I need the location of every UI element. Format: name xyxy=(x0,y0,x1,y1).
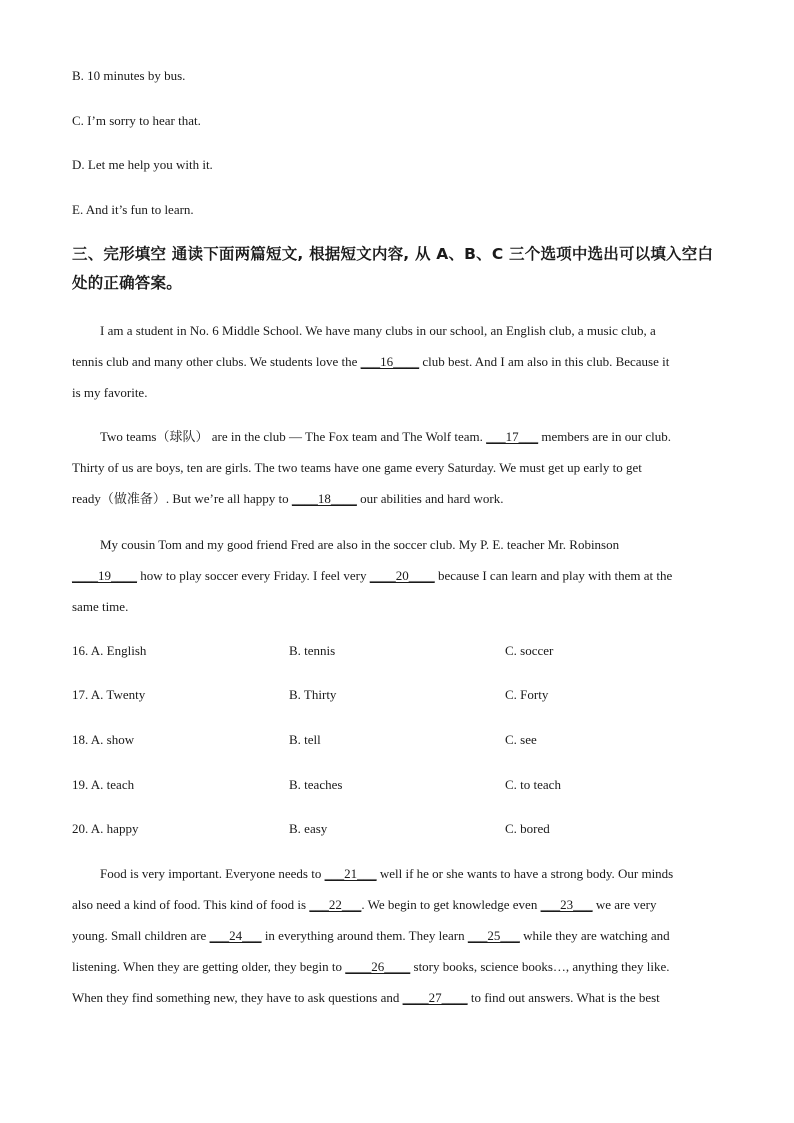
option-d-line: D. Let me help you with it. xyxy=(72,157,213,172)
blank-18: ____18____ xyxy=(291,491,357,506)
question-17-row xyxy=(72,687,724,703)
blank-19: ____19____ xyxy=(72,568,137,583)
text-span: in everything around them. They learn xyxy=(261,928,468,943)
p4-line4 xyxy=(72,951,724,982)
passage2-paragraph xyxy=(72,858,724,1013)
question-18-row xyxy=(72,732,724,748)
text-span: ready（做准备）. But we’re all happy to xyxy=(72,491,292,506)
option-e-line: E. And it’s fun to learn. xyxy=(72,202,194,217)
text-span: story books, science books…, anything they like. xyxy=(410,959,670,974)
passage1-paragraph3 xyxy=(72,529,724,622)
blank-27: ____27____ xyxy=(402,990,468,1005)
passage1-paragraph2 xyxy=(72,421,724,514)
passage1-paragraph1 xyxy=(72,315,724,408)
option-c-line: C. I’m sorry to hear that. xyxy=(72,113,201,128)
option-b: B. tennis xyxy=(289,643,336,658)
p3-line3: same time. xyxy=(72,599,129,614)
p4-line2 xyxy=(72,889,724,920)
p4-line5 xyxy=(72,982,724,1013)
option-a: 18. A. show xyxy=(72,732,135,747)
p4-line1 xyxy=(72,858,724,889)
text-span: while they are watching and xyxy=(519,928,670,943)
option-c: C. see xyxy=(505,732,537,747)
blank-23: ___23___ xyxy=(540,897,593,912)
option-c: C. Forty xyxy=(505,687,549,702)
text-span: well if he or she wants to have a strong body. Our minds xyxy=(376,866,674,881)
p1-line3: is my favorite. xyxy=(72,385,148,400)
option-c: C. to teach xyxy=(505,777,561,792)
p3-line1: My cousin Tom and my good friend Fred are also in the soccer club. My P. E. teacher Mr. Robinson xyxy=(100,537,620,552)
text-span: because I can learn and play with them at the xyxy=(434,568,673,583)
text-span: listening. When they are getting older, they begin to xyxy=(72,959,346,974)
option-a: 19. A. teach xyxy=(72,777,135,792)
text-span: we are very xyxy=(592,897,657,912)
question-20-row xyxy=(72,821,724,837)
text-span: Food is very important. Everyone needs to xyxy=(100,866,325,881)
option-b: B. Thirty xyxy=(289,687,337,702)
p2-line2: Thirty of us are boys, ten are girls. The two teams have one game every Saturday. We must get up early to get xyxy=(72,460,642,475)
option-b: B. tell xyxy=(289,732,321,747)
text-span: also need a kind of food. This kind of food is xyxy=(72,897,310,912)
blank-21: ___21___ xyxy=(324,866,377,881)
p3-line2 xyxy=(72,560,724,591)
p4-line3 xyxy=(72,920,724,951)
text-span: young. Small children are xyxy=(72,928,210,943)
text-span: members are in our club. xyxy=(538,429,671,444)
option-c: C. bored xyxy=(505,821,550,836)
text-span: to find out answers. What is the best xyxy=(467,990,660,1005)
blank-17: ___17___ xyxy=(486,429,539,444)
p2-line3 xyxy=(72,483,724,514)
option-a: 16. A. English xyxy=(72,643,147,658)
blank-26: ____26____ xyxy=(345,959,411,974)
option-b: B. easy xyxy=(289,821,328,836)
text-span: . We begin to get knowledge even xyxy=(361,897,541,912)
blank-24: ___24___ xyxy=(209,928,262,943)
blank-16: ___16____ xyxy=(360,354,420,369)
option-b-line: B. 10 minutes by bus. xyxy=(72,68,186,83)
text-span: how to play soccer every Friday. I feel very xyxy=(137,568,370,583)
question-19-row xyxy=(72,777,724,793)
question-16-row xyxy=(72,643,724,659)
blank-25: ___25___ xyxy=(467,928,520,943)
text-span: our abilities and hard work. xyxy=(356,491,504,506)
option-b: B. teaches xyxy=(289,777,343,792)
text-span: Two teams（球队） are in the club — The Fox team and The Wolf team. xyxy=(100,429,487,444)
p1-line1: I am a student in No. 6 Middle School. We have many clubs in our school, an English club, a music club, a xyxy=(100,323,656,338)
text-span: tennis club and many other clubs. We students love the xyxy=(72,354,361,369)
option-c: C. soccer xyxy=(505,643,554,658)
blank-22: ___22___ xyxy=(309,897,362,912)
p1-line2 xyxy=(72,346,724,377)
section-heading-line1: 三、完形填空 通读下面两篇短文, 根据短文内容, 从 A、B、C 三个选项中选出可以填入空白 xyxy=(72,245,714,263)
section-heading-line2: 处的正确答案。 xyxy=(72,274,182,292)
text-span: club best. And I am also in this club. Because it xyxy=(419,354,670,369)
option-a: 20. A. happy xyxy=(72,821,139,836)
p2-line1 xyxy=(72,421,724,452)
blank-20: ____20____ xyxy=(369,568,435,583)
text-span: When they find something new, they have to ask questions and xyxy=(72,990,403,1005)
option-a: 17. A. Twenty xyxy=(72,687,146,702)
